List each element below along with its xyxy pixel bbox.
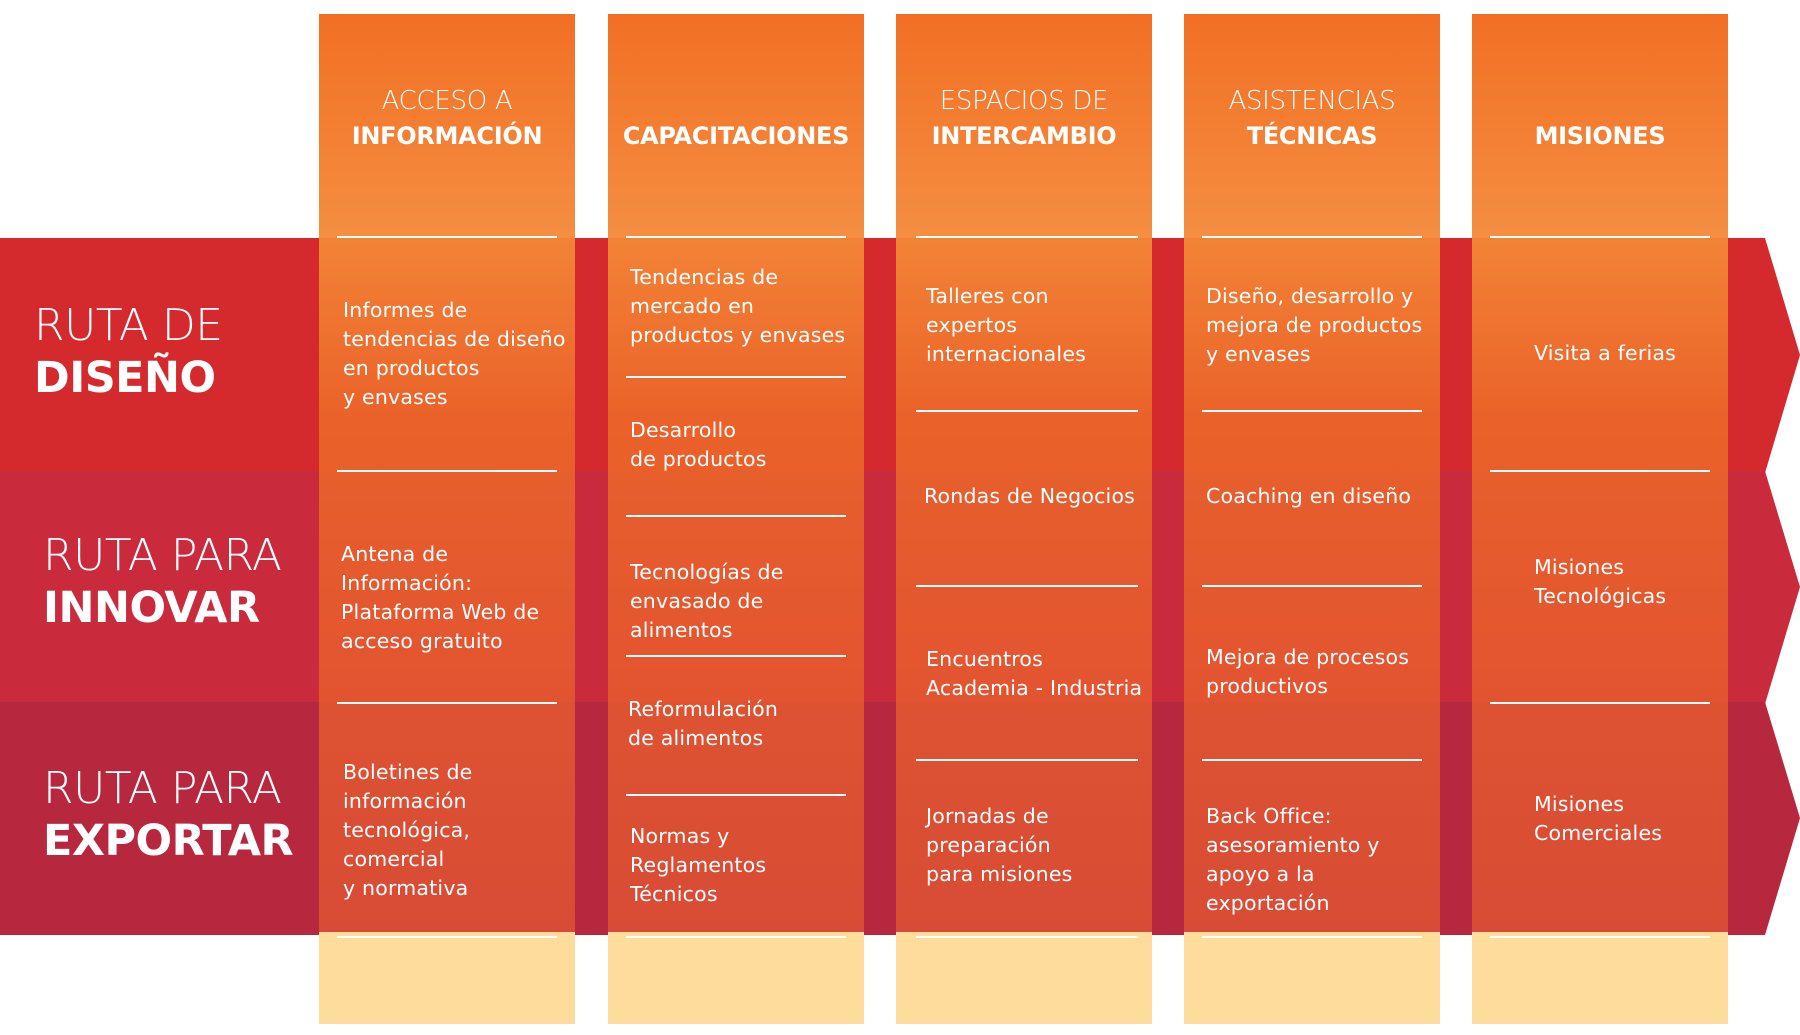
column-header <box>319 84 575 154</box>
row-label-title: RUTA PARA <box>43 763 282 814</box>
column-title <box>1472 84 1728 118</box>
divider <box>337 470 557 472</box>
cell-item: Talleres con expertos internacionales <box>926 284 1087 366</box>
divider <box>916 410 1138 412</box>
column-acceso-informacion <box>319 14 575 1024</box>
divider <box>626 376 846 378</box>
cell-item: Mejora de procesos productivos <box>1206 645 1410 698</box>
column-title-bold: CAPACITACIONES <box>622 122 850 150</box>
column-misiones <box>1472 14 1728 1024</box>
column-header <box>608 84 864 154</box>
divider <box>916 936 1138 938</box>
column-espacios-intercambio <box>896 14 1152 1024</box>
cell-item: Coaching en diseño <box>1206 484 1412 508</box>
divider <box>626 515 846 517</box>
divider <box>1202 585 1422 587</box>
cell-item: Back Office: asesoramiento y apoyo a la exportación <box>1206 804 1380 915</box>
cell-item: Misiones Tecnológicas <box>1534 555 1667 608</box>
row-label-bold: DISEÑO <box>34 353 216 403</box>
column-title-bold: INFORMACIÓN <box>351 122 543 150</box>
column-footer <box>608 932 864 1024</box>
column-title-bold: TÉCNICAS <box>1246 122 1378 150</box>
divider <box>1490 936 1710 938</box>
column-capacitaciones <box>608 14 864 1024</box>
cell-item: Tecnologías de envasado de alimentos <box>630 560 784 642</box>
divider <box>337 236 557 238</box>
column-header <box>1184 84 1440 154</box>
column-title: ESPACIOS DE <box>939 86 1109 116</box>
divider <box>1490 470 1710 472</box>
cell-item: Misiones Comerciales <box>1534 792 1663 845</box>
divider <box>626 655 846 657</box>
divider <box>1202 236 1422 238</box>
divider <box>337 702 557 704</box>
cell-item: Visita a ferias <box>1534 341 1677 365</box>
column-title <box>608 84 864 118</box>
cell-item: Boletines de información tecnológica, comercial y normativa <box>343 760 473 900</box>
cell-item: Diseño, desarrollo y mejora de productos y envases <box>1206 284 1423 366</box>
cell-item: Desarrollo de productos <box>630 418 767 471</box>
column-background <box>1472 14 1728 1024</box>
column-header <box>896 84 1152 154</box>
divider <box>1202 936 1422 938</box>
divider <box>916 236 1138 238</box>
row-label-title: RUTA PARA <box>43 530 282 581</box>
cell-item: Encuentros Academia - Industria <box>926 647 1143 700</box>
row-label-bold: INNOVAR <box>43 583 260 633</box>
divider <box>1202 759 1422 761</box>
cell-item: Rondas de Negocios <box>924 484 1136 508</box>
row-label-innovar <box>43 530 282 634</box>
column-title: ASISTENCIAS <box>1228 86 1396 116</box>
row-label-bold: EXPORTAR <box>43 816 294 866</box>
column-footer <box>319 932 575 1024</box>
cell-item: Normas y Reglamentos Técnicos <box>630 824 767 906</box>
column-footer <box>1184 932 1440 1024</box>
divider <box>916 585 1138 587</box>
column-footer <box>896 932 1152 1024</box>
divider <box>337 936 557 938</box>
cell-item: Tendencias de mercado en productos y envases <box>630 265 846 347</box>
column-title: ACCESO A <box>381 86 513 116</box>
row-label-diseno <box>34 300 223 404</box>
cell-item: Jornadas de preparación para misiones <box>926 804 1073 886</box>
divider <box>1202 410 1422 412</box>
cell-item: Informes de tendencias de diseño en productos y envases <box>343 298 566 409</box>
column-asistencias-tecnicas <box>1184 14 1440 1024</box>
cell-item: Antena de Información: Plataforma Web de acceso gratuito <box>341 542 540 653</box>
column-footer <box>1472 932 1728 1024</box>
column-title-bold: MISIONES <box>1534 122 1666 150</box>
divider <box>626 936 846 938</box>
divider <box>626 236 846 238</box>
column-header <box>1472 84 1728 154</box>
divider <box>626 794 846 796</box>
divider <box>1490 702 1710 704</box>
column-title-bold: INTERCAMBIO <box>931 122 1117 150</box>
row-label-exportar <box>43 763 293 867</box>
divider <box>916 759 1138 761</box>
row-label-title: RUTA DE <box>34 300 223 351</box>
divider <box>1490 236 1710 238</box>
cell-item: Reformulación de alimentos <box>628 697 779 750</box>
